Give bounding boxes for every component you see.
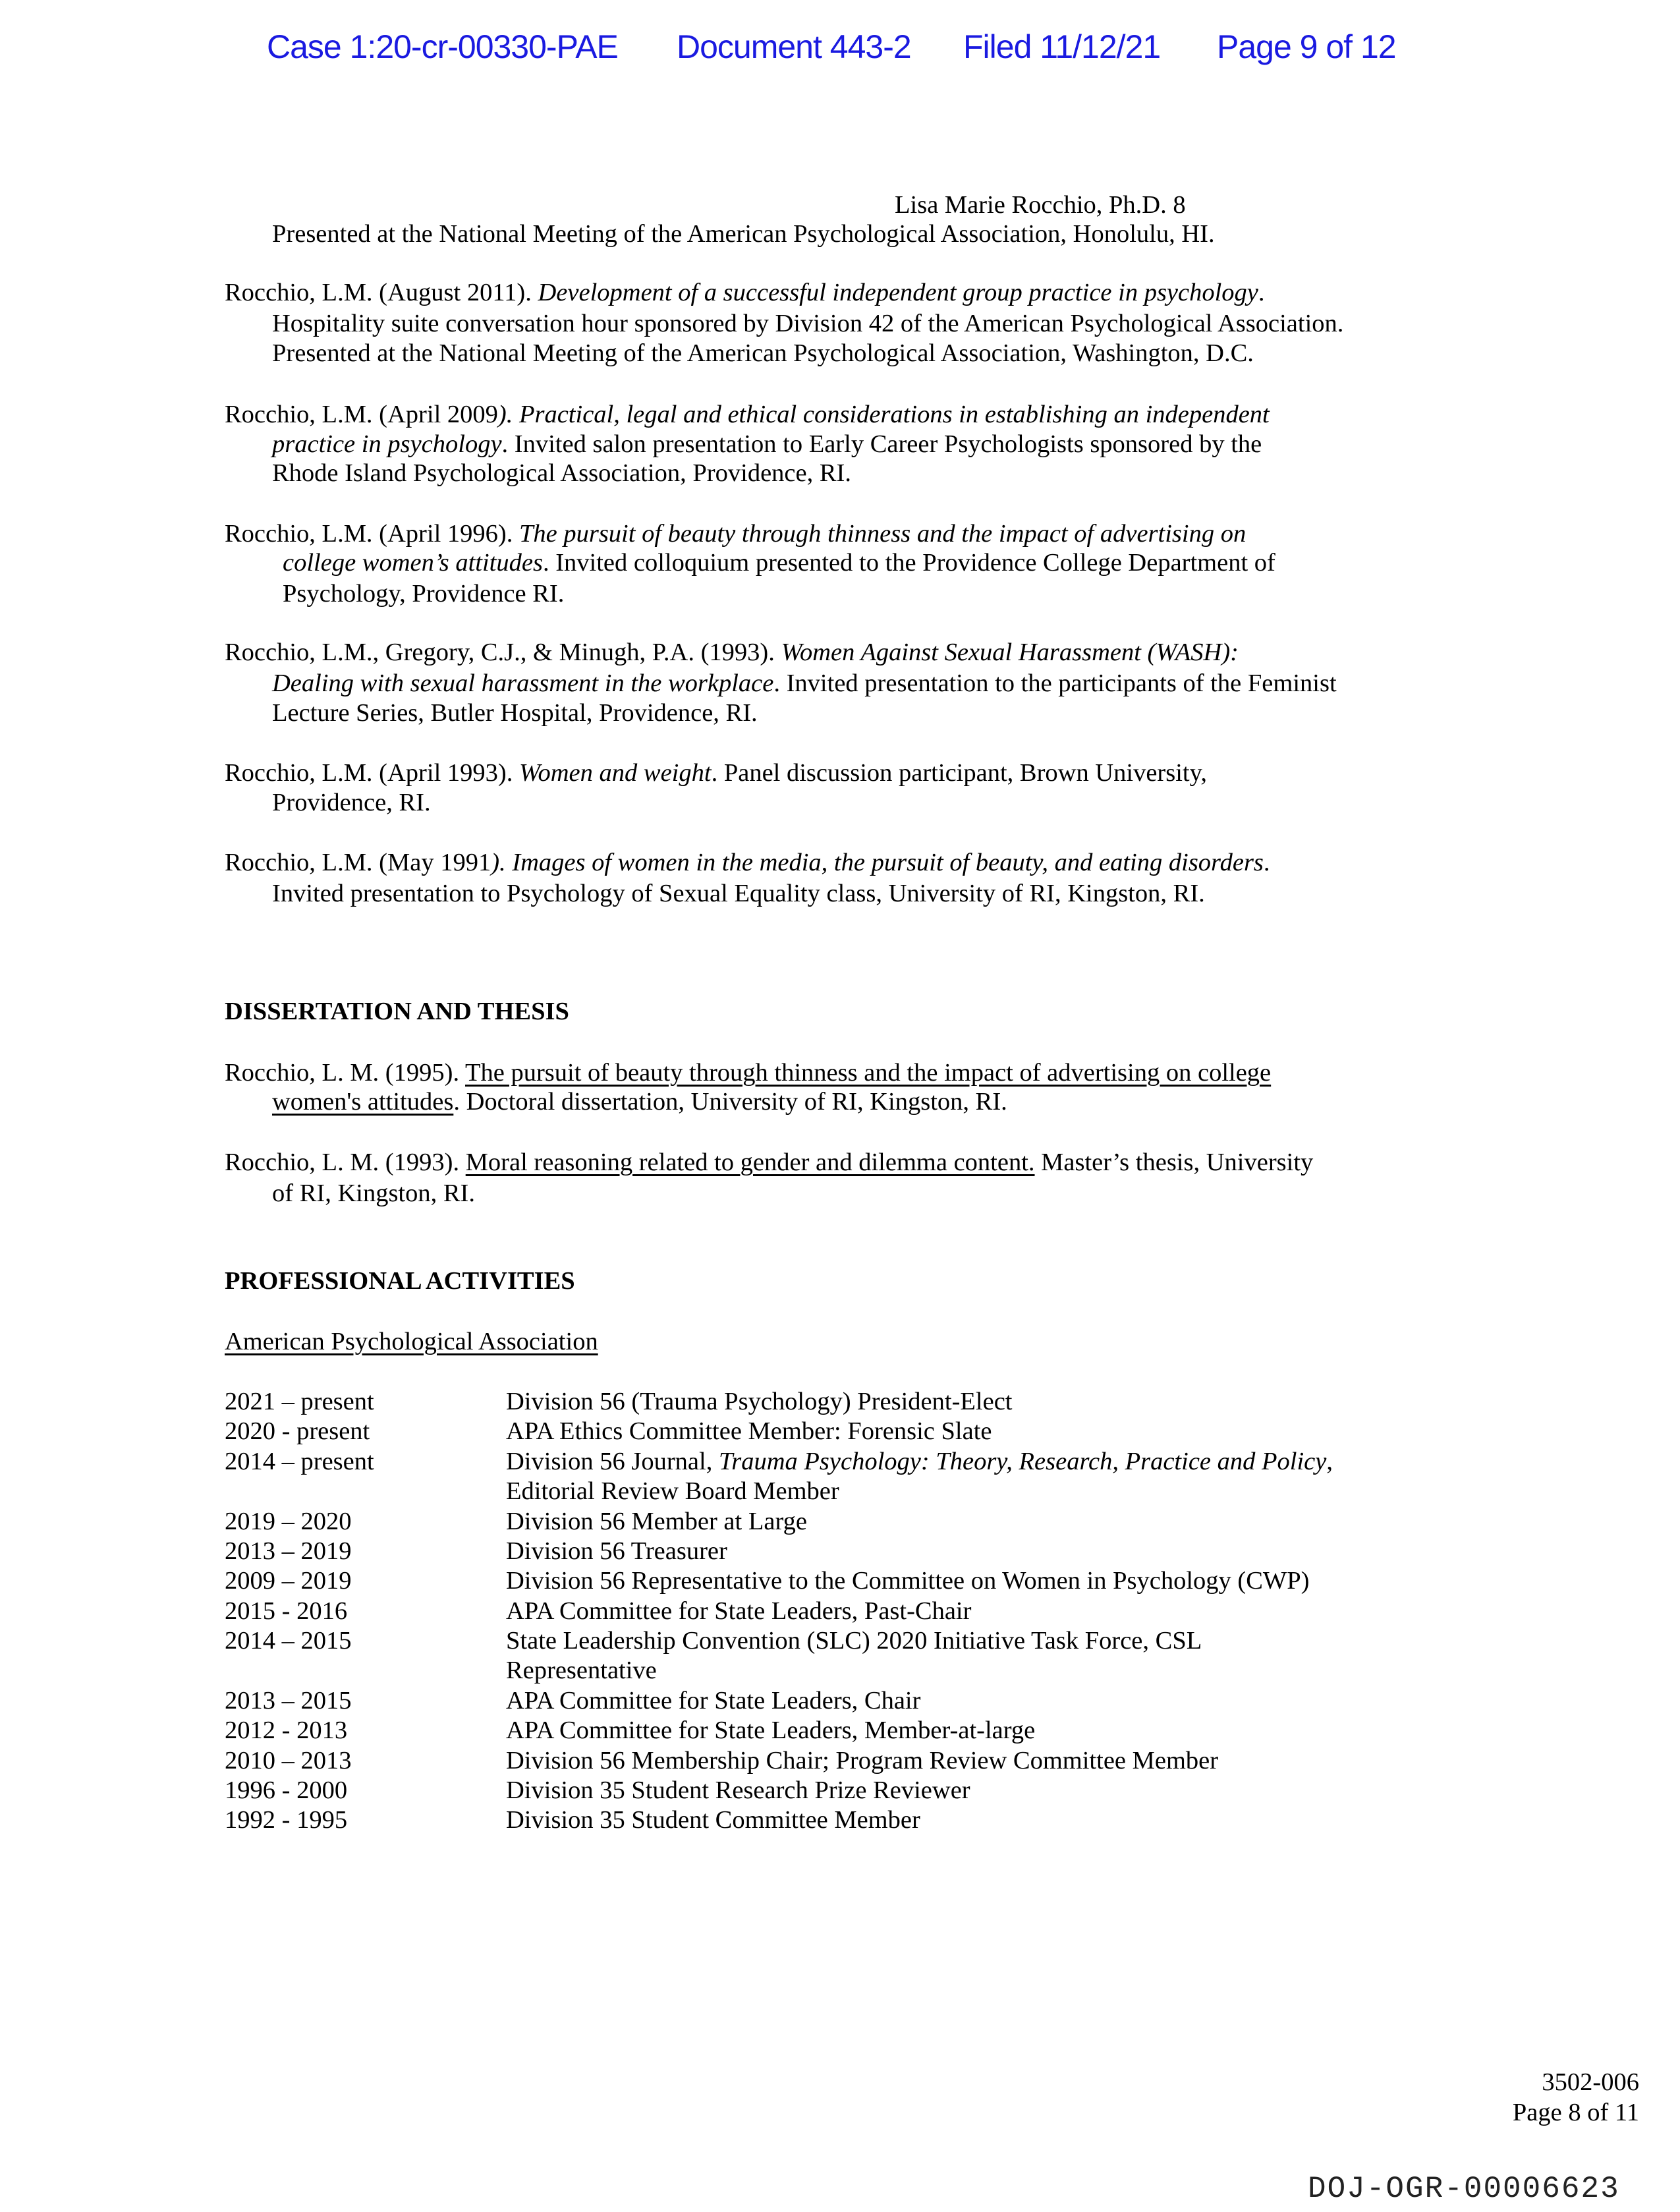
- presentation-entry-line: [272, 458, 851, 488]
- text-run: State Leadership Convention (SLC) 2020 Initiative Task Force, CSL: [506, 1627, 1202, 1655]
- activity-description: [506, 1805, 920, 1835]
- activity-dates: 2013 – 2019: [225, 1537, 352, 1565]
- text-run: .: [1258, 279, 1265, 306]
- court-filing-stamp: [267, 28, 1413, 74]
- text-run: Division 56 Treasurer: [506, 1537, 727, 1565]
- document-code: 3502-006: [1542, 2068, 1639, 2096]
- text-run: ,: [1326, 1448, 1333, 1475]
- text-run: APA Committee for State Leaders, Chair: [506, 1687, 921, 1715]
- text-run: .: [1263, 849, 1270, 876]
- text-run: Lecture Series, Butler Hospital, Providence, RI.: [272, 699, 758, 727]
- text-run: Editorial Review Board Member: [506, 1477, 839, 1505]
- presentation-entry-line: [272, 787, 431, 818]
- italic-title: Development of a successful independent group practice in psychology: [538, 279, 1258, 306]
- italic-title: Dealing with sexual harassment in the workplace: [272, 669, 774, 697]
- underlined-title: The pursuit of beauty through thinness and the impact of advertising on college: [465, 1059, 1272, 1087]
- text-run: Division 56 Member at Large: [506, 1508, 807, 1535]
- activity-dates: 2009 – 2019: [225, 1567, 352, 1595]
- dissertation-entry-line: [225, 1147, 1313, 1177]
- presentation-entry-line: [225, 399, 1270, 430]
- activity-dates: 2015 - 2016: [225, 1597, 348, 1625]
- underlined-title: Moral reasoning related to gender and dilemma content.: [465, 1149, 1035, 1176]
- text-run: Rocchio, L.M. (April 1996).: [225, 520, 519, 548]
- italic-title: college women’s attitudes: [283, 549, 543, 577]
- text-run: Rocchio, L.M. (April 1993).: [225, 759, 519, 787]
- presentation-entry-line: [272, 698, 758, 728]
- presentation-entry-line: [272, 429, 1262, 459]
- presentation-entry-line: [225, 519, 1246, 549]
- text-run: Psychology, Providence RI.: [283, 580, 565, 608]
- italic-title: practice in psychology: [272, 430, 502, 458]
- text-run: Division 35 Student Committee Member: [506, 1806, 920, 1834]
- text-run: Division 35 Student Research Prize Reviewer: [506, 1776, 970, 1804]
- text-run: Invited presentation to Psychology of Sexual Equality class, University of RI, Kingston, RI.: [272, 880, 1205, 907]
- activity-description: [506, 1686, 920, 1716]
- activity-description: [506, 1446, 1333, 1477]
- activity-description: [506, 1506, 807, 1537]
- activity-description: [506, 1536, 727, 1566]
- document-number: Document 443-2: [677, 28, 911, 65]
- activity-dates: 2020 - present: [225, 1417, 370, 1445]
- activity-description: [506, 1596, 971, 1626]
- activity-dates: 1996 - 2000: [225, 1776, 348, 1804]
- text-run: Rhode Island Psychological Association, Providence, RI.: [272, 459, 851, 487]
- italic-title: The pursuit of beauty through thinness and the impact of advertising on: [518, 520, 1246, 548]
- presentation-entry-line: [272, 219, 1215, 249]
- text-run: Division 56 (Trauma Psychology) President-Elect: [506, 1388, 1013, 1415]
- presentation-entry-line: [225, 277, 1265, 308]
- italic-title: Women and weight: [518, 759, 712, 787]
- text-run: Presented at the National Meeting of the American Psychological Association, Washington, D.C.: [272, 339, 1254, 367]
- activity-dates: 2021 – present: [225, 1388, 374, 1415]
- text-run: Rocchio, L. M. (1993).: [225, 1149, 466, 1176]
- activity-description: [506, 1476, 839, 1506]
- text-run: . Invited presentation to the participants of the Feminist: [773, 669, 1337, 697]
- presentation-entry-line: [283, 548, 1275, 578]
- professional-activities-heading: PROFESSIONAL ACTIVITIES: [225, 1267, 575, 1295]
- activity-description: [506, 1566, 1310, 1596]
- apa-subheading: American Psychological Association: [225, 1328, 598, 1355]
- text-run: APA Committee for State Leaders, Member-at-large: [506, 1716, 1036, 1744]
- dissertation-heading: DISSERTATION AND THESIS: [225, 998, 569, 1025]
- activity-description: [506, 1655, 657, 1686]
- running-header: Lisa Marie Rocchio, Ph.D. 8: [895, 191, 1186, 219]
- dissertation-entry-line: [225, 1058, 1271, 1088]
- activity-description: [506, 1745, 1218, 1776]
- text-run: APA Ethics Committee Member: Forensic Slate: [506, 1417, 992, 1445]
- italic-title: ). Images of women in the media, the pursuit of beauty, and eating disorders: [491, 849, 1264, 876]
- activity-dates: 2010 – 2013: [225, 1747, 352, 1774]
- activity-description: [506, 1386, 1013, 1417]
- text-run: . Invited salon presentation to Early Career Psychologists sponsored by the: [501, 430, 1262, 458]
- text-run: Rocchio, L.M. (April 2009: [225, 401, 498, 428]
- stamp-page-number: Page 9 of 12: [1217, 28, 1396, 65]
- text-run: of RI, Kingston, RI.: [272, 1179, 475, 1207]
- italic-title: ). Practical, legal and ethical considerations in establishing an independent: [497, 401, 1270, 428]
- text-run: Presented at the National Meeting of the American Psychological Association, Honolulu, HI.: [272, 220, 1215, 248]
- bates-number: DOJ-OGR-00006623: [1308, 2172, 1620, 2206]
- presentation-entry-line: [225, 758, 1207, 788]
- presentation-entry-line: [272, 308, 1343, 339]
- text-run: Providence, RI.: [272, 789, 431, 816]
- presentation-entry-line: [283, 579, 564, 609]
- activity-description: [506, 1416, 992, 1446]
- text-run: Rocchio, L.M., Gregory, C.J., & Minugh, P.A. (1993).: [225, 638, 781, 666]
- page-label: Page 8 of 11: [1512, 2099, 1639, 2126]
- presentation-entry-line: [272, 878, 1205, 909]
- activity-dates: 2014 – present: [225, 1448, 374, 1475]
- filed-date: Filed 11/12/21: [963, 28, 1161, 65]
- text-run: Division 56 Journal,: [506, 1448, 719, 1475]
- text-run: Division 56 Membership Chair; Program Review Committee Member: [506, 1747, 1219, 1774]
- text-run: . Invited colloquium presented to the Providence College Department of: [542, 549, 1275, 577]
- italic-title: Trauma Psychology: Theory, Research, Practice and Policy: [718, 1448, 1327, 1475]
- activity-description: [506, 1715, 1035, 1745]
- text-run: Rocchio, L.M. (May 1991: [225, 849, 491, 876]
- activity-dates: 2014 – 2015: [225, 1627, 352, 1655]
- text-run: . Panel discussion participant, Brown University,: [711, 759, 1207, 787]
- italic-title: Women Against Sexual Harassment (WASH):: [781, 638, 1239, 666]
- text-run: Rocchio, L.M. (August 2011).: [225, 279, 538, 306]
- activity-dates: 2013 – 2015: [225, 1687, 352, 1715]
- case-number: Case 1:20-cr-00330-PAE: [267, 28, 618, 65]
- presentation-entry-line: [225, 847, 1270, 878]
- text-run: Representative: [506, 1657, 657, 1684]
- activity-dates: 2019 – 2020: [225, 1508, 352, 1535]
- text-run: Rocchio, L. M. (1995).: [225, 1059, 465, 1087]
- dissertation-entry-line: [272, 1087, 1007, 1117]
- text-run: Division 56 Representative to the Committee on Women in Psychology (CWP): [506, 1567, 1310, 1595]
- text-run: Hospitality suite conversation hour sponsored by Division 42 of the American Psychological Association.: [272, 310, 1344, 337]
- activity-dates: 2012 - 2013: [225, 1716, 348, 1744]
- dissertation-entry-line: [272, 1178, 475, 1208]
- presentation-entry-line: [272, 668, 1337, 698]
- text-run: APA Committee for State Leaders, Past-Chair: [506, 1597, 972, 1625]
- activity-description: [506, 1775, 970, 1805]
- activity-description: [506, 1626, 1202, 1656]
- presentation-entry-line: [225, 637, 1239, 667]
- activity-dates: 1992 - 1995: [225, 1806, 348, 1834]
- text-run: . Doctoral dissertation, University of RI, Kingston, RI.: [453, 1088, 1007, 1116]
- text-run: Master’s thesis, University: [1034, 1149, 1314, 1176]
- presentation-entry-line: [272, 338, 1254, 368]
- underlined-title: women's attitudes: [272, 1088, 454, 1116]
